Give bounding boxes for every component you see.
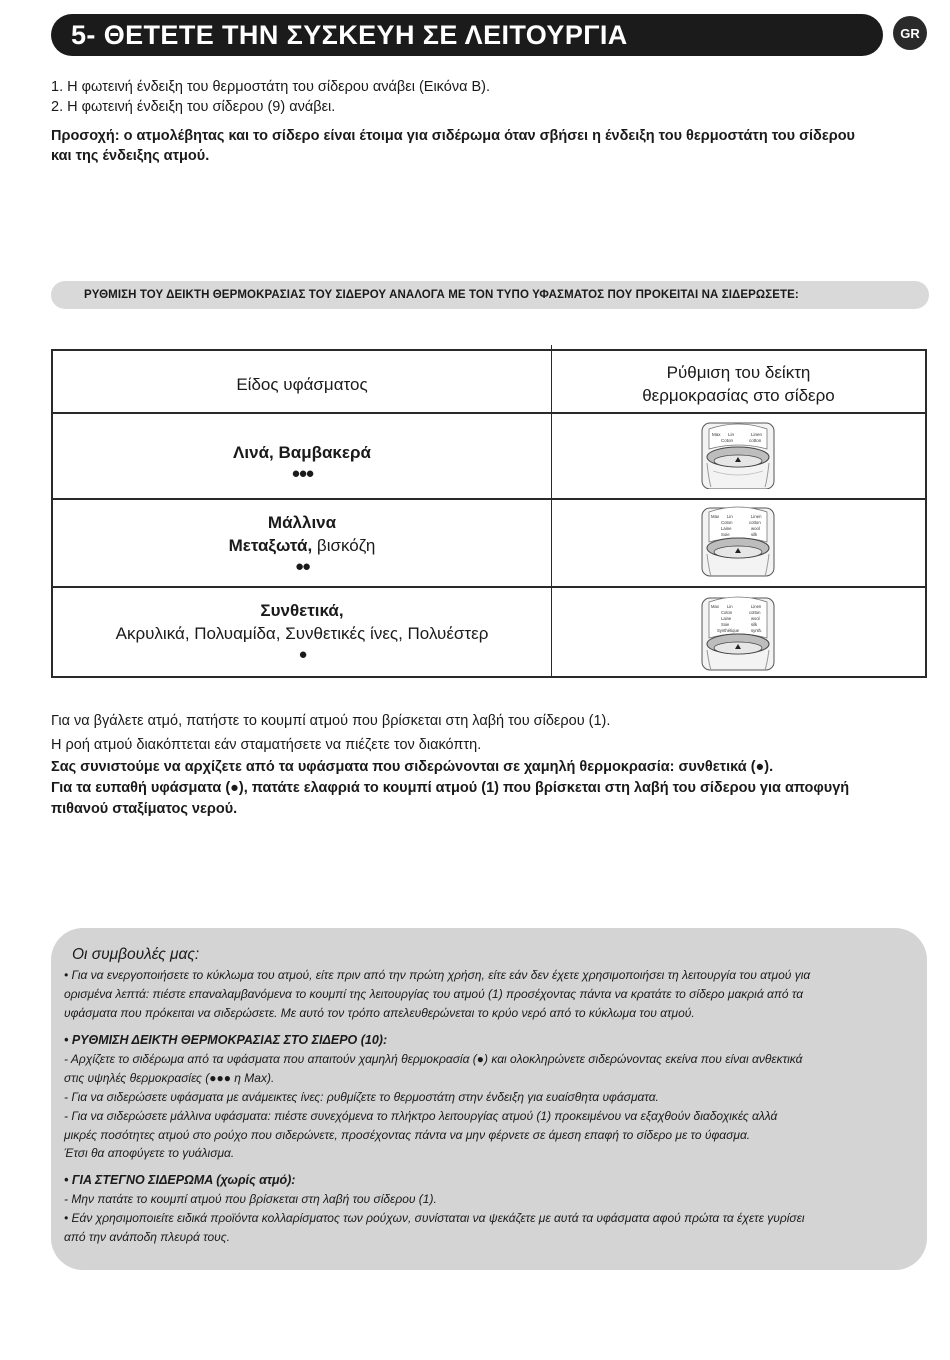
svg-text:Linen: Linen	[751, 514, 762, 519]
temperature-banner: ΡΥΘΜΙΣΗ ΤΟΥ ΔΕΙΚΤΗ ΘΕΡΜΟΚΡΑΣΙΑΣ ΤΟΥ ΣΙΔΕΡΟΥ ΑΝΑΛΟΓΑ ΜΕ ΤΟΝ ΤΥΠΟ ΥΦΑΣΜΑΤΟΣ ΠΟΥ ΠΡΟΚΕΙΤΑΙ ΝΑ ΣΙΔΕΡΩΣΕΤΕ:	[51, 281, 929, 309]
temperature-dots: ●●●	[291, 465, 313, 482]
svg-text:Laine: Laine	[721, 616, 732, 621]
tips-line: στις υψηλές θερμοκρασίες (●●● η Max).	[64, 1071, 275, 1085]
svg-text:Soie: Soie	[721, 622, 730, 627]
svg-text:cotton: cotton	[749, 438, 762, 443]
fabric-temperature-table	[51, 349, 927, 678]
dial-cell	[552, 506, 925, 582]
tips-subtitle: • ΓΙΑ ΣΤΕΓΝΟ ΣΙΔΕΡΩΜΑ (χωρίς ατμό):	[64, 1173, 296, 1187]
steam-line-3: Σας συνιστούμε να αρχίζετε από τα υφάσματα που σιδερώνονται σε χαμηλή θερμοκρασία: συνθετικά (●).	[51, 759, 774, 775]
fabric-name: Συνθετικά,	[260, 601, 344, 620]
thermostat-dial-icon	[699, 596, 777, 672]
header-temp-setting-line-1: Ρύθμιση του δείκτη	[666, 363, 811, 382]
svg-text:Lin: Lin	[727, 604, 733, 609]
thermostat-dial-icon	[699, 421, 777, 489]
tips-line: • Για να ενεργοποιήσετε το κύκλωμα του ατμού, είτε πριν από την πρώτη χρήση, είτε εάν δεν έχετε χρησιμοποιήσει τη λειτουργία του ατμού για	[64, 968, 811, 982]
fabric-subtypes: Ακρυλικά, Πολυαμίδα, Συνθετικές ίνες, Πολυέστερ	[115, 624, 489, 643]
svg-text:Coton: Coton	[721, 610, 733, 615]
temperature-dots: ●●	[294, 558, 310, 575]
tips-title: Οι συμβουλές μας:	[72, 946, 200, 963]
thermostat-dial-icon	[699, 506, 777, 578]
tips-line: μικρές ποσότητες ατμού στο ρούχο που σιδερώνετε, προσέχοντας πάντα να μην φέρνετε σε άμεση επαφή το σίδερο με το ύφασμα.	[64, 1128, 751, 1142]
svg-text:wool: wool	[751, 616, 760, 621]
svg-text:Coton: Coton	[721, 520, 733, 525]
language-badge: GR	[893, 16, 927, 50]
section-title: 5- ΘΕΤΕΤΕ ΤΗΝ ΣΥΣΚΕΥΗ ΣΕ ΛΕΙΤΟΥΡΓΙΑ	[71, 19, 628, 50]
intro-line-2: 2. Η φωτεινή ένδειξη του σίδερου (9) ανάβει.	[51, 99, 336, 115]
tips-subtitle: • ΡΥΘΜΙΣΗ ΔΕΙΚΤΗ ΘΕΡΜΟΚΡΑΣΙΑΣ ΣΤΟ ΣΙΔΕΡΟ (10):	[64, 1033, 388, 1047]
tips-line: • Εάν χρησιμοποιείτε ειδικά προϊόντα κολλαρίσματος των ρούχων, συνίσταται να ψεκάζετε με αυτά τα υφάσματα αφού πρώτα τα έχετε γυρίσει	[64, 1211, 805, 1225]
tips-line: υφάσματα που πρόκειται να σιδερώσετε. Με αυτό τον τρόπο απελευθερώνεται το κρύο νερό από το κύκλωμα του ατμού.	[64, 1006, 695, 1020]
section-header	[51, 14, 883, 56]
table-rule	[53, 586, 925, 588]
svg-text:Max: Max	[712, 432, 721, 437]
table-row	[53, 599, 551, 665]
table-rule	[53, 412, 925, 414]
caution-line-2: και της ένδειξης ατμού.	[51, 148, 210, 164]
table-row	[53, 511, 551, 577]
svg-text:Linen: Linen	[751, 432, 763, 437]
tips-line: Έτσι θα αποφύγετε το γυάλισμα.	[64, 1146, 235, 1160]
svg-text:Linen: Linen	[751, 604, 762, 609]
dial-cell	[552, 421, 925, 491]
svg-text:Laine: Laine	[721, 526, 732, 531]
tips-line: - Μην πατάτε το κουμπί ατμού που βρίσκεται στη λαβή του σίδερου (1).	[64, 1192, 437, 1206]
svg-text:silk: silk	[751, 532, 758, 537]
svg-text:cotton: cotton	[749, 520, 761, 525]
tips-line: - Για να σιδερώσετε μάλλινα υφάσματα: πιέστε συνεχόμενα το πλήκτρο λειτουργίας ατμού (1) προκειμένου να εξαχθούν διαδοχικές αλλά	[64, 1109, 778, 1123]
table-rule	[53, 498, 925, 500]
svg-text:Lin: Lin	[728, 432, 735, 437]
fabric-name: Λινά, Βαμβακερά	[233, 443, 371, 462]
steam-line-5: πιθανού σταξίματος νερού.	[51, 801, 238, 817]
temperature-dots: ●	[298, 646, 306, 663]
header-temp-setting-line-2: θερμοκρασίας στο σίδερο	[642, 386, 835, 405]
tips-line: - Αρχίζετε το σιδέρωμα από τα υφάσματα που απαιτούν χαμηλή θερμοκρασία (●) και ολοκληρώνετε σιδερώνοντας εκείνα που είναι ανθεκτικά	[64, 1052, 803, 1066]
svg-text:Max: Max	[711, 514, 720, 519]
steam-line-4: Για τα ευπαθή υφάσματα (●), πατάτε ελαφριά το κουμπί ατμού (1) που βρίσκεται στη λαβή του σίδερου για αποφυγή	[51, 780, 850, 796]
steam-line-1: Για να βγάλετε ατμό, πατήστε το κουμπί ατμού που βρίσκεται στη λαβή του σίδερου (1).	[51, 713, 611, 729]
fabric-subtypes: Μεταξωτά, βισκόζη	[228, 536, 376, 555]
svg-text:Soie: Soie	[721, 532, 730, 537]
svg-text:Lin: Lin	[727, 514, 733, 519]
svg-text:silk: silk	[751, 622, 758, 627]
dial-cell	[552, 596, 925, 674]
svg-text:Synthétique: Synthétique	[717, 628, 740, 633]
svg-text:Max: Max	[711, 604, 719, 609]
table-row	[53, 441, 551, 484]
steam-line-2: Η ροή ατμού διακόπτεται εάν σταματήσετε να πιέζετε τον διακόπτη.	[51, 737, 482, 753]
caution-line-1: Προσοχή: ο ατμολέβητας και το σίδερο είναι έτοιμα για σιδέρωμα όταν σβήσει η ένδειξη του θερμοστάτη του σίδερου	[51, 128, 855, 144]
svg-text:wool: wool	[751, 526, 760, 531]
fabric-name: Μάλλινα	[267, 513, 337, 532]
header-fabric-type: Είδος υφάσματος	[236, 375, 368, 394]
svg-text:synth.: synth.	[751, 628, 763, 633]
svg-text:Coton: Coton	[721, 438, 734, 443]
tips-line: - Για να σιδερώσετε υφάσματα με ανάμεικτες ίνες: ρυθμίζετε το θερμοστάτη στην ένδειξη για ευαίσθητα υφάσματα.	[64, 1090, 659, 1104]
tips-line: από την ανάποδη πλευρά τους.	[64, 1230, 230, 1244]
intro-line-1: 1. Η φωτεινή ένδειξη του θερμοστάτη του σίδερου ανάβει (Εικόνα B).	[51, 79, 491, 95]
tips-line: ορισμένα λεπτά: πιέστε επαναλαμβανόμενα το κουμπί της λειτουργίας του ατμού (1) προσέχοντας πάντα να κρατάτε το σίδερο μακριά από τα	[64, 987, 804, 1001]
header-temp-setting	[552, 361, 925, 407]
svg-text:cotton: cotton	[749, 610, 761, 615]
